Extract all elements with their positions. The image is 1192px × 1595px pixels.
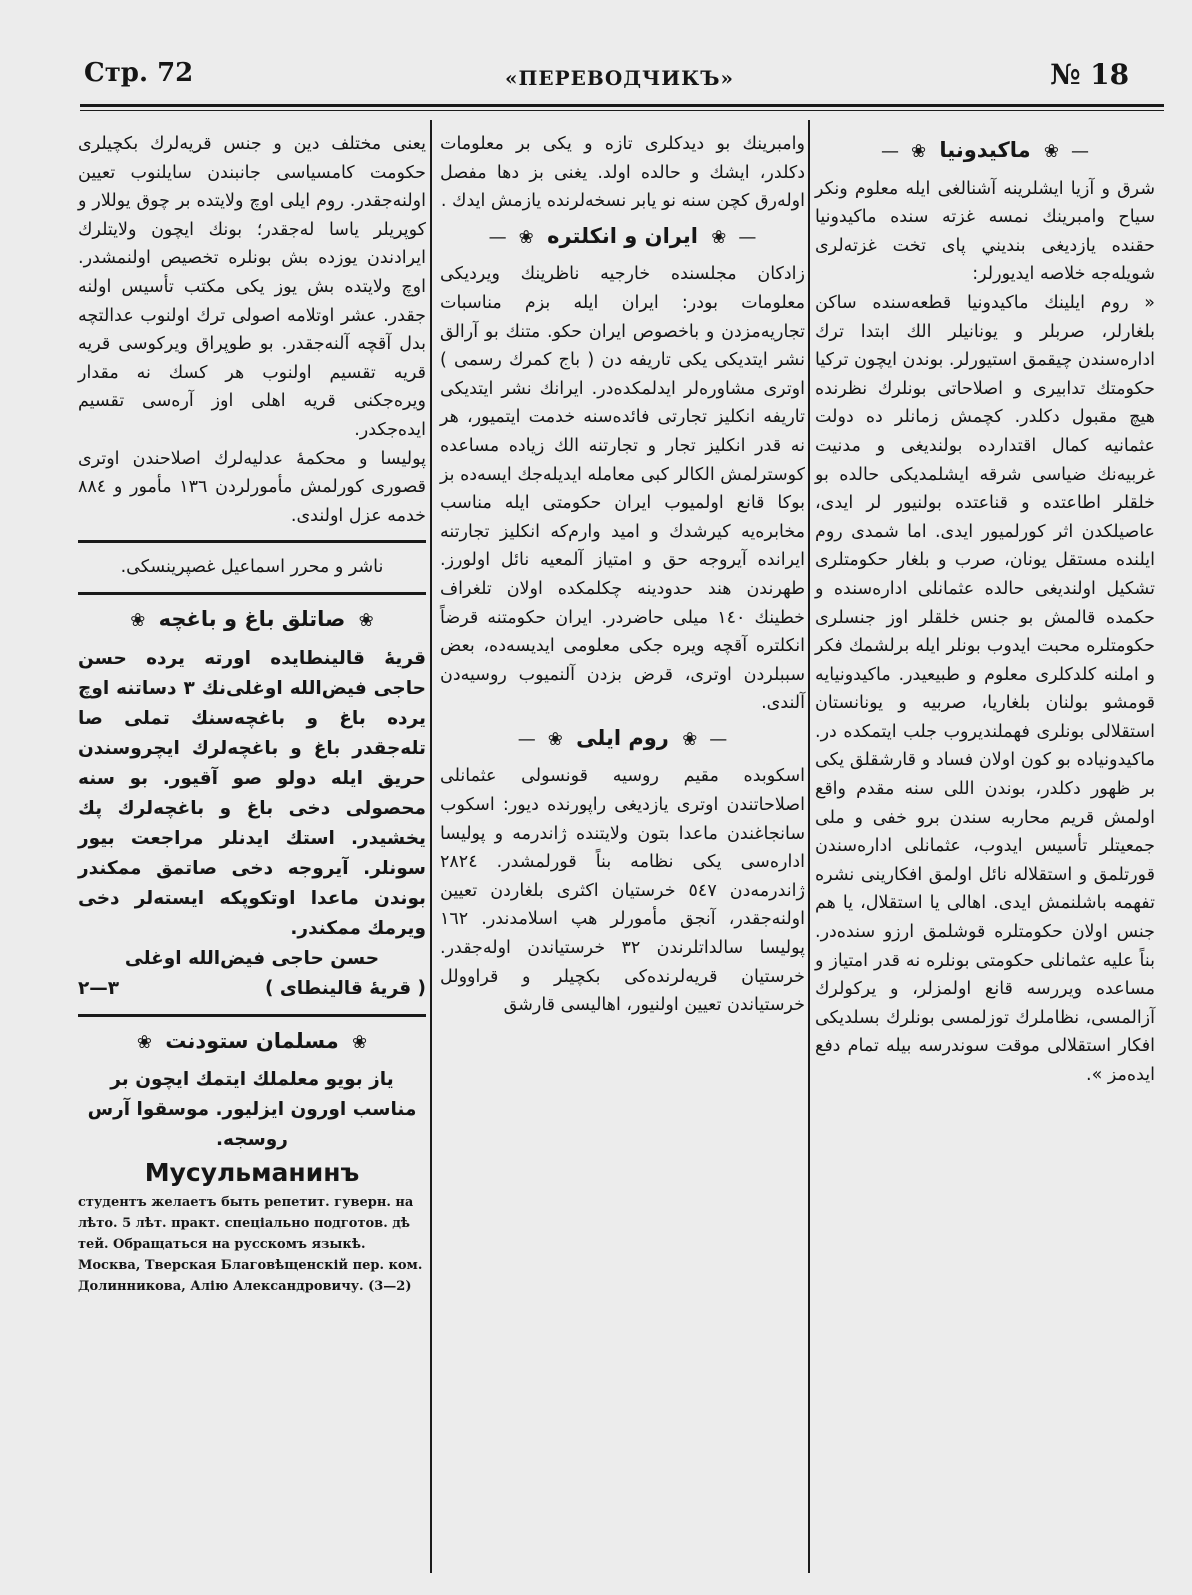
section-rule: [78, 592, 426, 595]
column-divider-right: [808, 120, 810, 1573]
ad-signature-name: حسن حاجى فيض‌الله اوغلى: [124, 947, 380, 969]
ad-student-heading: [78, 1027, 426, 1058]
column-middle: [440, 130, 805, 1020]
ornament-icon: ❀: [130, 609, 146, 631]
ad-body: ياز بويو معلملك ايتمك ايچون بر مناسب اورون ايزليور. موسقوا آرس روسجه.: [87, 1069, 417, 1151]
ad-signature-place: ( قريهٔ قالينطاى ): [264, 977, 426, 999]
article-paragraph: « روم ايلينك ماكيدونيا قطعه‌سنده ساكن بلغارلر، صربلر و يونانيلر الك ابتدا ترك اداره‌سندن چيقمق استيورلر. بوندن ايچون تركيا حكومتك تدابيرى و اصلاحاتى بونلرك نظرنده هيچ مقبول دكلدر. كچمش زمانلر ده دولت عثمانيه كمال اقتدارده بولنديغى و مدنيت غربيه‌نك ضياسى شرقه ايشلمديكى حالده بو خلقلر اطاعتده و قناعتده بولنيور لر ايدى، عاصيلكدن اثر كورلميور ايدى. اما شمدى روم ايلنده مستقل يونان، صرب و بلغار حكومتلرى تشكيل اولنديغى حالده عثمانلى اداره‌سنده و حكمده قالمش بو جنس خلقلر اوز جنسلرى حكومتلره محبت ايدوب بونلر ايله برلشمك فكر و املنه كلدكلرى معلوم و طبيعيدر. ماكيدونيايه قومشو بولنان بلغاريا، صربيه و يونانستان استقلالى بونلرى فهملنديروب جلب ايتمكده در. ماكيدونياده بو كون اولان فساد و قارشقلق يكى بر ظهور دكلدر، بوندن اللى سنه مقدم واقع اولمش قريم محاربه سندن برو خفى و ملى جمعيتلر تأسيس ايدوب، عثمانلى اداره‌سندن قورتلمق و استقلاله نائل اولمق افكارينى نشره تفهمه باشلنمش ايدى. اهالى يا استقلال، يا هم جنس اولان حكومتلره قوشلمق ارزو سنده‌در. بناً عليه عثمانلى حكومتى بونلره نه قدر امتياز و مساعده ويررسه قانع اولمزلر، و يركولرك آزالمسى، نظاملرك توزلمسى بونلرك بسلديكى افكار استقلالى موقت سوندرسه بيله تمام دفع ايدەمز ».: [815, 292, 1155, 1085]
section-rule: [78, 1014, 426, 1017]
ornament-icon: ❀: [910, 141, 927, 162]
ad-repeat-count: ٣—٢: [78, 977, 120, 999]
iran-england-heading: [440, 222, 805, 253]
page-number: Стр. 72: [84, 58, 194, 88]
ornament-icon: ❀: [547, 728, 563, 750]
ad-title: صاتلق باغ و باغچه: [158, 606, 346, 631]
ornament-icon: —: [488, 226, 507, 248]
ad-body: قريهٔ قالينطايده اورته يرده حسن حاجى فيض‌الله اوغلى‌نك ٣ دساتنه اوچ يرده باغ و باغچه‌سنك تملى صا تله‌جقدر باغ و باغچه‌لرك ايچروسندن حريق ايله دولو صو آقيور. بو سنه محصولى دخى باغ و باغچه‌لرك پك يخشيدر. استك ايدنلر مراجعت بيور سونلر. آيروجه دخى صاتمق ممكندر بوندن ماعدا اوتكوپكه ايسته‌لر دخى ويرمك ممكندر.: [78, 647, 426, 939]
russian-ad-address: Москва, Тверская Благовѣщенскій пер. ком. Долинникова, Алію Александровичу. (3—2): [78, 1257, 423, 1294]
ad-sale-heading: [78, 605, 426, 636]
ornament-icon: ❀: [682, 728, 698, 750]
article-paragraph: شرق و آزيا ايشلرينه آشنالغى ايله معلوم ونكر سياح وامبرينك نمسه غزته سنده ماكيدونيا حقنده يازديغى بنديني پاى تخت غزته‌لرى شويله‌جه خلاصه ايديورلر:: [815, 178, 1155, 285]
ornament-icon: ❀: [358, 609, 374, 631]
ornament-icon: —: [517, 728, 536, 750]
column-macedonia: [815, 130, 1155, 1090]
ornament-icon: —: [709, 728, 728, 750]
macedonia-heading: [815, 136, 1155, 167]
newspaper-title: «ПЕРЕВОДЧИКЪ»: [505, 66, 735, 90]
russian-ad-line: студентъ желаетъ быть репетит. гуверн. на лѣто. 5 лѣт. практ. спеціально подготов. дѣ тей. Обращаться на русскомъ языкѣ.: [78, 1194, 414, 1252]
section-rule: [78, 540, 426, 543]
article-paragraph: پوليسا و محكمهٔ عدليه‌لرك اصلاحندن اوترى قصورى كورلمش مأمورلردن ١٣٦ مأمور و ٨٨٤ خدمه عزل اولندى.: [78, 448, 426, 526]
article-paragraph: يعنى مختلف دين و جنس قريه‌لرك بكچيلرى حكومت كامسياسى جانبندن سايلنوب تعيين اولنه‌جقدر. روم ايلى اوچ ولايتده بر چوق يوللار و كوپريلر ياسا له‌جقدر؛ بونك ايچون ولايتلرك ايرادندن يوزده بش بونلره تخصيص اولنمشدر. اوچ ولايتده بش يوز يكى مكتب تأسيس اولنه جقدر. عشر اوتلامه اصولى ترك اولنوب عدالتچه بدل آقچه آلنه‌جقدر. بو طوپراق ويركوسى قريه قريه تقسيم اولنوب هر كسك نه مقدار ويره‌جكنى قريه اهلى اوز آره‌سى تقسيم ايده‌جكدر.: [78, 134, 426, 440]
ornament-icon: ❀: [352, 1031, 368, 1053]
rumelia-heading: [440, 724, 805, 755]
issue-number: № 18: [1050, 58, 1130, 91]
header-rule-thin: [80, 110, 1164, 111]
article-paragraph: اسكوبده مقيم روسيه قونسولى عثمانلى اصلاحاتندن اوترى يازديغى راپورنده ديور: اسكوب سانجاغندن ماعدا بتون ولايتنده ژاندرمه و پوليسا اداره‌سى يكى نظامه بناً قورلمشدر. ٢٨٢٤ ژاندرمه‌دن ٥٤٧ خرستيان اكثرى بلغاردن تعيين اولنه‌جقدر، آنجق مأمورلر هپ اسلامدندر. ١٦٢ پوليسا سالداتلرندن ٣٢ خرستياندن اوله‌جقدر. خرستيان قريه‌لرنده‌كى بكچيلر و قراوولل خرستياندن تعيين اولنيور، اهاليسى قارشق: [440, 766, 805, 1016]
article-title: ماكيدونيا: [939, 138, 1031, 162]
ornament-icon: —: [880, 141, 899, 162]
header-rule: [80, 104, 1164, 107]
ornament-icon: ❀: [518, 226, 534, 248]
ad-signature-row: [78, 974, 426, 1004]
ornament-icon: ❀: [136, 1031, 152, 1053]
column-divider-left: [430, 120, 432, 1573]
ornament-icon: —: [1071, 141, 1089, 162]
ornament-icon: ❀: [1043, 141, 1059, 162]
russian-ad-title: Мусульманинъ: [144, 1158, 360, 1188]
article-paragraph: وامبرينك بو ديدكلرى تازه و يكى بر معلومات دكلدر، ايشك و حالده اولد. يغنى بز دها مفصل اوله‌رق كچن سنه نو يابر نسخه‌لرنده يازمش ايدك .: [440, 134, 805, 212]
ornament-icon: —: [738, 226, 757, 248]
ad-title: مسلمان ستودنت: [165, 1028, 339, 1053]
column-left: [78, 130, 426, 1297]
ornament-icon: ❀: [711, 226, 727, 248]
article-title: ايران و انكلتره: [547, 223, 698, 248]
publisher-line: ناشر و محرر اسماعيل غصپرينسكى.: [120, 557, 384, 578]
article-title: روم ايلى: [576, 725, 669, 750]
article-paragraph: زادكان مجلسنده خارجيه ناظرينك ويرديكى معلومات بودر: ايران ايله بزم مناسبات تجاريه‌مزدن و باخصوص ايران حكو. متنك بو آرالق نشر ايتديكى يكى تاريفه دن ( باج كمرك رسمى ) اوترى مشاوره‌لر ايدلمكده‌در. ايرانك نشر ايتديكى تاريفه انكليز تجارتى فائده‌سنه خدمت ايتميور، هر نه قدر انكليز تجار و تجارتنه الك زياده مساعده كوسترلمش الكالر كبى معامله ايديله‌جك ايسه‌ده بز بوكا قانع اولميوب ايران حكومتى ايله مناسب مخابره‌يه كيرشدك و اميد وارم‌كه انكليز تجارتنه ايرانده آيروجه حق و امتياز آلمعيه نائل اولورز. طهرندن هند حدودينه چكلمكده اولان تلغراف خطينك ١٤٠ ميلى حاضردر. ايران حكومتنه قرضاً انكلتره آقچه ويره جكى معلومى ايديسه‌ده، بعض سببلردن اوترى، قرض بزدن آلنميوب روسيه‌دن آلندى.: [440, 264, 805, 714]
